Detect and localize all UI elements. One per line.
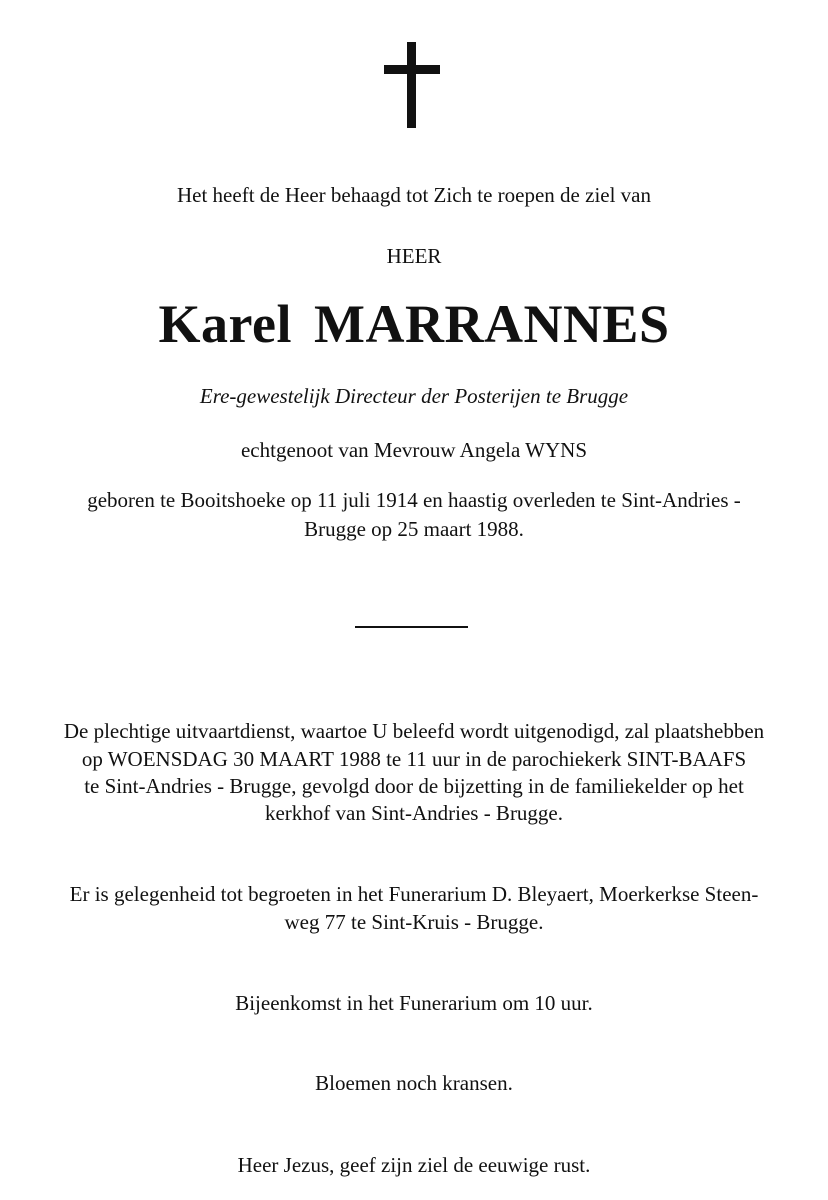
honorific: HEER [386,244,442,268]
spouse-line: echtgenoot van Mevrouw Angela WYNS [240,438,588,462]
birth-death-line-2: Brugge op 25 maart 1988. [304,517,524,541]
service-line-2: op WOENSDAG 30 MAART 1988 te 11 uur in de parochiekerk SINT-BAAFS [81,747,747,771]
last-name: MARRANNES [313,294,670,354]
prayer-line: Heer Jezus, geef zijn ziel de eeuwige rust. [237,1153,591,1177]
cross-icon [384,42,440,128]
intro-text: Het heeft de Heer behaagd tot Zich te roepen de ziel van [176,183,652,207]
deceased-name [0,292,828,356]
birth-death-line-1: geboren te Booitshoeke op 11 juli 1914 en haastig overleden te Sint-Andries - [87,488,741,512]
divider [355,626,468,628]
service-line-3: te Sint-Andries - Brugge, gevolgd door de bijzetting in de familiekelder op het [84,774,744,798]
flowers-line: Bloemen noch kransen. [315,1071,513,1095]
service-line-4: kerkhof van Sint-Andries - Brugge. [264,801,564,825]
function-title: Ere-gewestelijk Directeur der Posterijen te Brugge [199,384,629,408]
meeting-line: Bijeenkomst in het Funerarium om 10 uur. [235,991,593,1015]
first-name: Karel [158,294,292,354]
funerarium-line-1: Er is gelegenheid tot begroeten in het Funerarium D. Bleyaert, Moerkerkse Steen- [69,882,759,906]
service-line-1: De plechtige uitvaartdienst, waartoe U beleefd wordt uitgenodigd, zal plaatshebben [63,719,765,743]
funerarium-line-2: weg 77 te Sint-Kruis - Brugge. [284,910,544,934]
